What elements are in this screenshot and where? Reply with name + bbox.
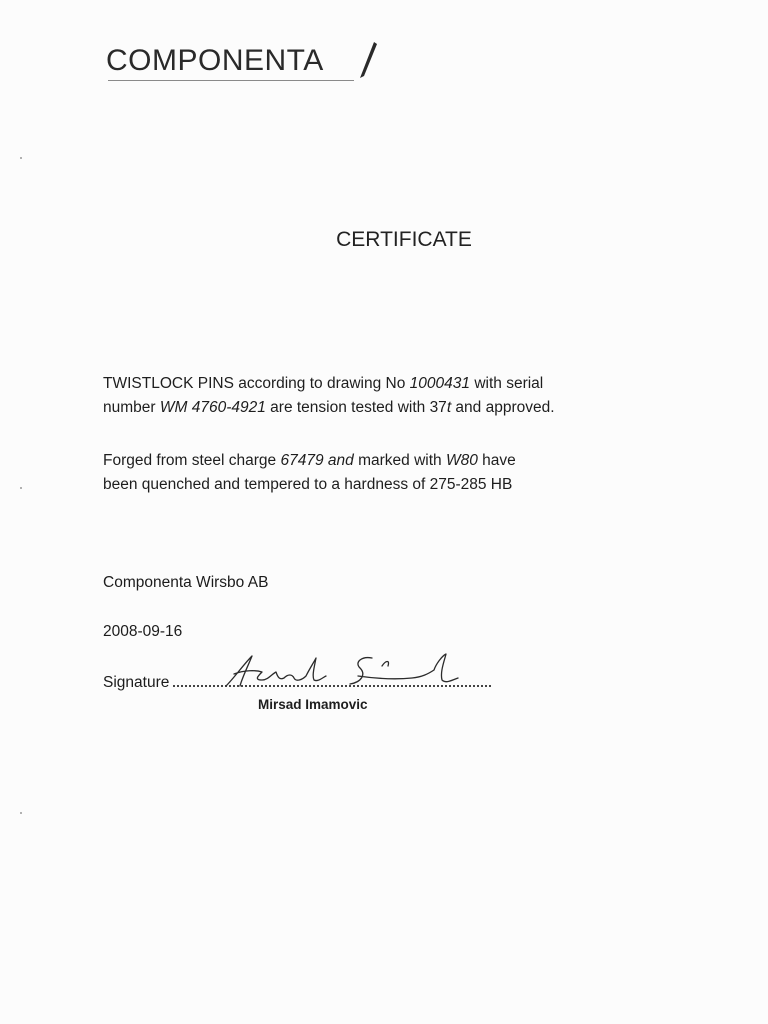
- text-segment: TWISTLOCK PINS according to drawing No: [103, 375, 410, 392]
- forging-statement: [103, 449, 516, 497]
- text-segment: are tension tested with 37: [265, 399, 447, 416]
- scan-speck: [20, 812, 22, 814]
- test-statement: [103, 372, 555, 420]
- logo-text: COMPONENTA: [106, 44, 324, 77]
- text-segment: Forged from steel charge: [103, 452, 281, 469]
- text-segment: with serial: [470, 375, 544, 392]
- logo-slash-icon: [352, 40, 382, 80]
- tonnage-unit: t: [446, 399, 452, 416]
- statement-line-1: [103, 372, 555, 396]
- text-segment: and approved.: [451, 399, 555, 416]
- forging-line-2: been quenched and tempered to a hardness of 275-285 HB: [103, 476, 513, 493]
- serial-number: WM 4760-4921: [159, 399, 266, 416]
- handwritten-signature: [222, 650, 472, 695]
- scan-speck: [20, 487, 22, 489]
- document-title: CERTIFICATE: [336, 228, 472, 251]
- drawing-number: 1000431: [409, 375, 471, 392]
- text-segment: marked with: [353, 452, 446, 469]
- text-segment: have: [477, 452, 516, 469]
- steel-charge: 67479 and: [280, 452, 354, 469]
- forging-line-1: [103, 449, 516, 473]
- marking-code: W80: [445, 452, 478, 469]
- signer-name: Mirsad Imamovic: [258, 697, 368, 712]
- scan-speck: [20, 157, 22, 159]
- company-name: Componenta Wirsbo AB: [103, 574, 269, 591]
- signature-label: Signature: [103, 674, 170, 691]
- issue-date: 2008-09-16: [103, 623, 183, 640]
- logo-underline: [108, 80, 354, 81]
- statement-line-2: [103, 396, 555, 420]
- text-segment: number: [103, 399, 160, 416]
- componenta-logo: [106, 40, 386, 90]
